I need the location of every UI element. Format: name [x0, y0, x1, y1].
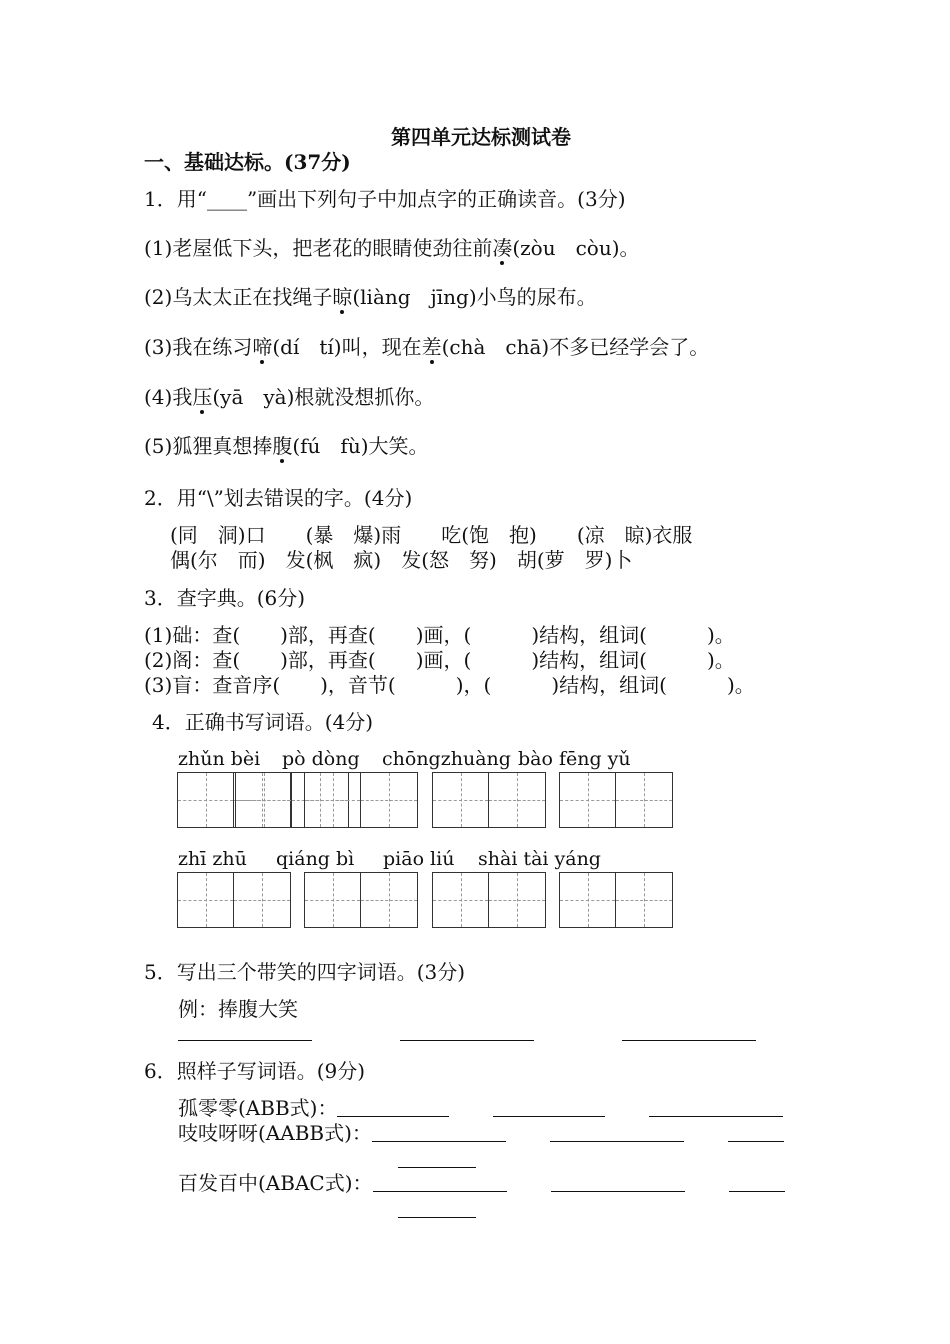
- q3-row-2: (2)阁：查( )部，再查( )画，( )结构，组词( )。: [144, 648, 735, 672]
- writing-grid[interactable]: [559, 872, 673, 928]
- q4-pinyin-1: zhǔn bèi: [178, 748, 261, 770]
- q6-row-2[interactable]: 吱吱呀呀(AABB式)：: [178, 1123, 784, 1143]
- q2-row-2: 偶(尔 而) 发(枫 疯) 发(怒 努) 胡(萝 罗)卜: [170, 548, 633, 572]
- q1-stem: 1．用“____”画出下列句子中加点字的正确读音。(3分): [144, 187, 626, 211]
- q1-item-3: (3)我在练习啼(dí tí)叫，现在差(chà chā)不多已经学会了。: [144, 335, 710, 359]
- q5-answer-lines[interactable]: [178, 1022, 756, 1042]
- q4-pinyin-3: chōngzhuàng: [382, 748, 511, 770]
- page-title: 第四单元达标测试卷: [391, 125, 571, 149]
- q6-row-3[interactable]: 百发百中(ABAC式)：: [178, 1173, 785, 1193]
- q3-row-3: (3)盲：查音序( )，音节( )，( )结构，组词( )。: [144, 673, 755, 697]
- q5-example: 例：捧腹大笑: [178, 997, 298, 1021]
- q2-stem: 2．用“\”划去错误的字。(4分): [144, 486, 413, 510]
- writing-grid[interactable]: [304, 872, 418, 928]
- writing-grid[interactable]: [559, 772, 673, 828]
- q6-row-2-cont[interactable]: [398, 1149, 476, 1169]
- q1-item-1: (1)老屋低下头，把老花的眼睛使劲往前凑(zòu còu)。: [144, 236, 640, 260]
- q4-pinyin-2: pò dòng: [282, 748, 360, 770]
- section-heading: 一、基础达标。(37分): [144, 150, 351, 174]
- q6-row-3-cont[interactable]: [398, 1199, 476, 1219]
- q4-pinyin-5: zhī zhū: [178, 848, 247, 870]
- q2-row-1: (同 洞)口 (暴 爆)雨 吃(饱 抱) (凉 晾)衣服: [170, 523, 693, 547]
- q4-pinyin-4: bào fēng yǔ: [518, 748, 631, 770]
- q4-pinyin-8: shài tài yáng: [478, 848, 601, 870]
- q5-stem: 5．写出三个带笑的四字词语。(3分): [144, 960, 466, 984]
- q4-pinyin-6: qiáng bì: [276, 848, 355, 870]
- writing-grid[interactable]: [177, 872, 291, 928]
- q3-row-1: (1)础：查( )部，再查( )画，( )结构，组词( )。: [144, 623, 735, 647]
- q4-stem: 4．正确书写词语。(4分): [152, 710, 374, 734]
- q4-pinyin-7: piāo liú: [383, 848, 455, 870]
- q1-item-2: (2)乌太太正在找绳子晾(liàng jīng)小鸟的尿布。: [144, 285, 597, 309]
- q1-item-4: (4)我压(yā yà)根就没想抓你。: [144, 385, 435, 409]
- writing-grid[interactable]: [432, 772, 546, 828]
- q6-stem: 6．照样子写词语。(9分): [144, 1059, 366, 1083]
- q1-item-5: (5)狐狸真想捧腹(fú fù)大笑。: [144, 434, 429, 458]
- writing-grid[interactable]: [432, 872, 546, 928]
- q6-row-1[interactable]: 孤零零(ABB式)：: [178, 1098, 783, 1118]
- q3-stem: 3．查字典。(6分): [144, 586, 306, 610]
- writing-grid[interactable]: [304, 772, 418, 828]
